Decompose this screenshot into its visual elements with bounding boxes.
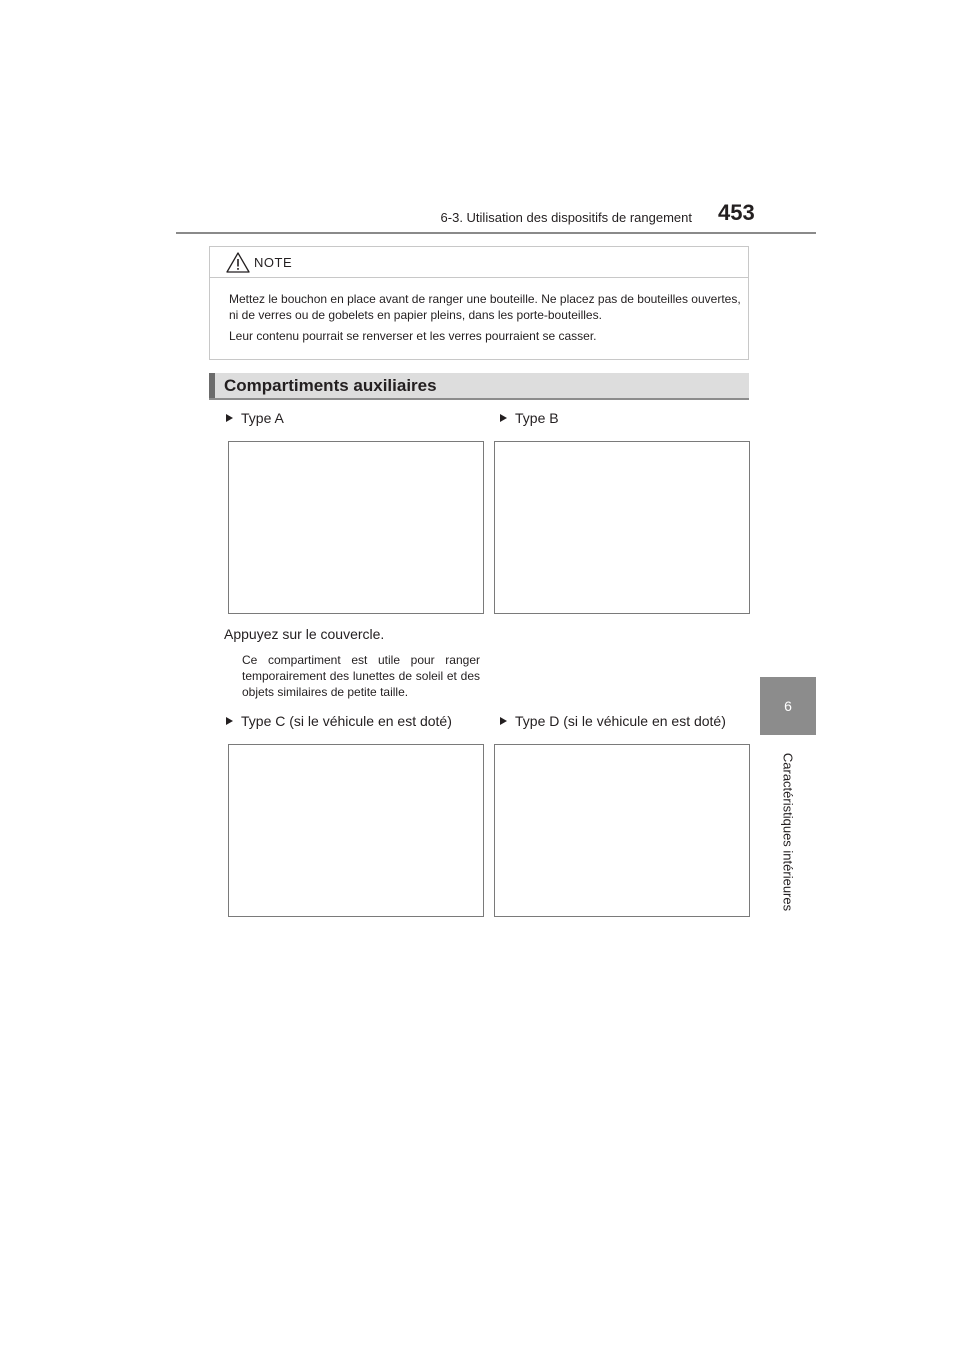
header-divider (176, 232, 816, 234)
chapter-title: Caractéristiques intérieures (780, 752, 796, 912)
running-header-title: 6-3. Utilisation des dispositifs de rangement (440, 210, 692, 225)
note-paragraph-1: Mettez le bouchon en place avant de ranger une bouteille. Ne placez pas de bouteilles ouvertes, ni de verres ou de gobelets en papier pleins, dans les porte-bouteilles. (229, 292, 741, 322)
figure-caption-detail: Ce compartiment est utile pour ranger temporairement des lunettes de soleil et des objets similaires de petite taille. (242, 653, 480, 699)
type-b-text: Type B (515, 410, 559, 426)
page-number: 453 (718, 200, 755, 225)
section-title: Compartiments auxiliaires (224, 376, 437, 395)
type-d-label (500, 713, 726, 729)
bullet-triangle-icon (500, 717, 507, 725)
type-b-label (500, 410, 559, 426)
warning-triangle-icon (226, 252, 250, 273)
note-header (210, 247, 748, 278)
note-box (209, 246, 749, 360)
figure-caption: Appuyez sur le couvercle. (224, 626, 385, 642)
note-title: NOTE (254, 255, 293, 270)
bullet-triangle-icon (500, 414, 507, 422)
chapter-number: 6 (784, 698, 792, 714)
type-a-text: Type A (241, 410, 284, 426)
type-d-text: Type D (si le véhicule en est doté) (515, 713, 726, 729)
chapter-title-vertical (760, 742, 816, 922)
figure-type-b (494, 441, 750, 614)
section-accent-bar (209, 373, 215, 398)
bullet-triangle-icon (226, 414, 233, 422)
figure-type-c (228, 744, 484, 917)
type-a-label (226, 410, 284, 426)
note-paragraph-2: Leur contenu pourrait se renverser et les verres pourraient se casser. (229, 329, 597, 343)
figure-type-a (228, 441, 484, 614)
chapter-tab (760, 677, 816, 735)
figure-type-d (494, 744, 750, 917)
type-c-label (226, 713, 452, 729)
section-heading (209, 373, 749, 400)
bullet-triangle-icon (226, 717, 233, 725)
type-c-text: Type C (si le véhicule en est doté) (241, 713, 452, 729)
